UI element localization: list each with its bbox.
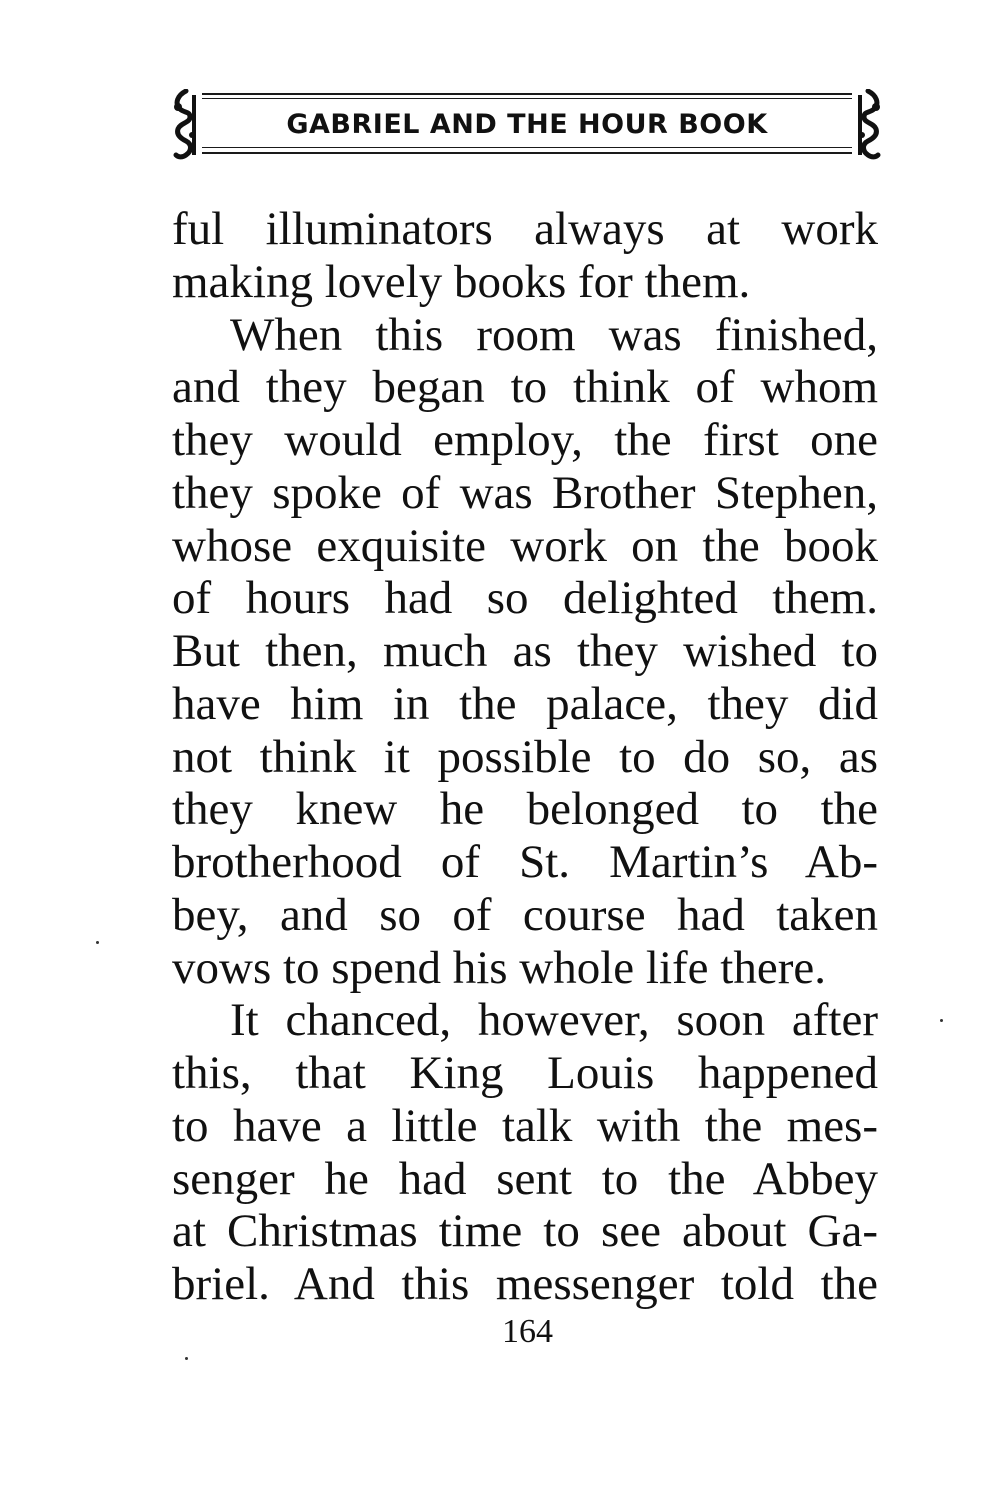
right-ornament-icon xyxy=(850,89,886,161)
text-line: at Christmas time to see about Ga- xyxy=(172,1205,878,1258)
text-line: not think it possible to do so, as xyxy=(172,730,878,783)
text-line: they spoke of was Brother Stephen, xyxy=(172,466,878,519)
running-header xyxy=(168,85,886,165)
text-line: and they began to think of whom xyxy=(172,361,878,414)
print-speck xyxy=(96,941,99,944)
text-line: have him in the palace, they did xyxy=(172,677,878,730)
text-line: to have a little talk with the mes- xyxy=(172,1099,878,1152)
text-line: vows to spend his whole life there. xyxy=(172,941,826,994)
print-speck xyxy=(185,1357,188,1360)
text-line: senger he had sent to the Abbey xyxy=(172,1152,878,1205)
running-head-title: GABRIEL AND THE HOUR BOOK xyxy=(286,109,768,140)
text-line: When this room was finished, xyxy=(230,308,878,361)
text-line: bey, and so of course had taken xyxy=(172,888,878,941)
print-speck xyxy=(940,1019,943,1022)
header-rule-bottom-thin xyxy=(202,147,852,148)
text-line: they would employ, the first one xyxy=(172,414,878,466)
text-line: making lovely books for them. xyxy=(172,255,751,308)
body-text xyxy=(172,203,878,1311)
text-line: ful illuminators always at work xyxy=(172,203,878,255)
text-line: But then, much as they wished to xyxy=(172,625,878,677)
text-line: of hours had so delighted them. xyxy=(172,572,878,625)
text-line: briel. And this messenger told the xyxy=(172,1258,878,1310)
header-rule-top-thin xyxy=(202,98,852,99)
text-line: whose exquisite work on the book xyxy=(172,519,878,572)
page-number: 164 xyxy=(502,1313,553,1350)
text-line: they knew he belonged to the xyxy=(172,783,878,836)
header-rule-bottom xyxy=(202,152,852,154)
text-line: It chanced, however, soon after xyxy=(230,994,878,1047)
header-rule-top xyxy=(202,93,852,95)
text-line: brotherhood of St. Martin’s Ab- xyxy=(172,836,878,888)
left-ornament-icon xyxy=(168,89,204,161)
text-line: this, that King Louis happened xyxy=(172,1047,878,1099)
